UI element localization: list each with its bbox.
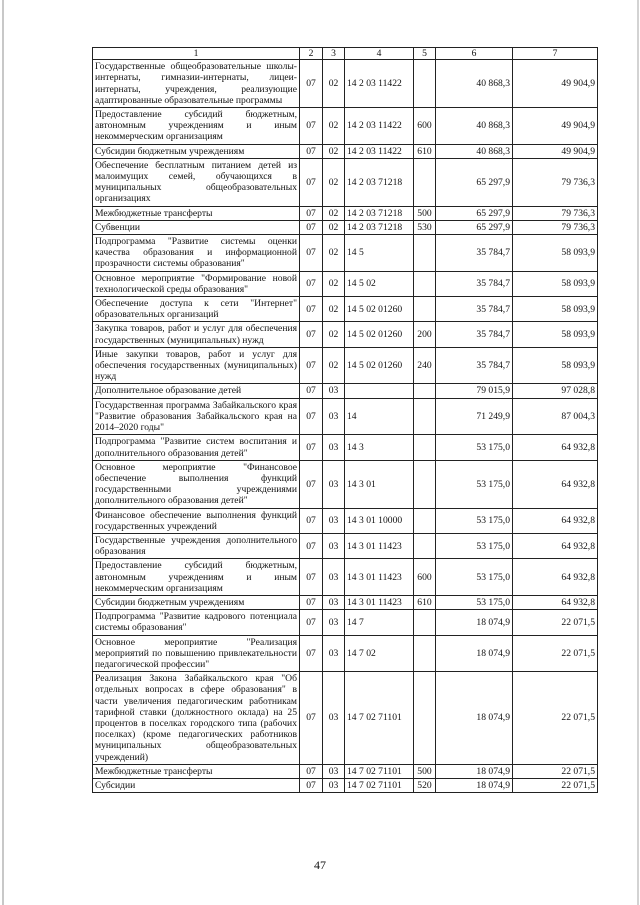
subsection-code: 03	[323, 533, 345, 558]
target-article-code: 14 7 02 71101	[345, 764, 414, 778]
section-code: 07	[300, 271, 323, 296]
target-article-code: 14 3 01 10000	[345, 508, 414, 533]
budget-table	[92, 47, 598, 793]
amount-year-2: 87 004,3	[513, 398, 598, 435]
row-name: Финансовое обеспечение выполнения функций государственных учреждений	[93, 508, 300, 533]
subsection-code: 02	[323, 158, 345, 206]
target-article-code: 14 3 01	[345, 460, 414, 508]
subsection-code: 03	[323, 610, 345, 635]
section-code: 07	[300, 778, 323, 792]
row-name: Подпрограмма "Развитие систем воспитания и дополнительного образования детей"	[93, 435, 300, 460]
amount-year-2: 49 904,9	[513, 60, 598, 108]
expense-type-code: 610	[414, 144, 436, 158]
target-article-code: 14 7 02 71101	[345, 672, 414, 765]
amount-year-2: 79 736,3	[513, 158, 598, 206]
target-article-code: 14 2 03 71218	[345, 220, 414, 234]
expense-type-code	[414, 60, 436, 108]
target-article-code: 14 2 03 11422	[345, 144, 414, 158]
section-code: 07	[300, 322, 323, 347]
scan-edge-left	[2, 0, 4, 905]
subsection-code: 03	[323, 398, 345, 435]
amount-year-1: 65 297,9	[436, 220, 513, 234]
subsection-code: 02	[323, 322, 345, 347]
table-row	[93, 235, 598, 272]
section-code: 07	[300, 559, 323, 596]
row-name: Государственные учреждения дополнительного образования	[93, 533, 300, 558]
expense-type-code: 610	[414, 595, 436, 609]
section-code: 07	[300, 144, 323, 158]
subsection-code: 02	[323, 347, 345, 384]
amount-year-2: 58 093,9	[513, 347, 598, 384]
section-code: 07	[300, 610, 323, 635]
row-name: Дополнительное образование детей	[93, 384, 300, 398]
table-row	[93, 297, 598, 322]
page-number: 47	[314, 858, 326, 872]
table-row	[93, 220, 598, 234]
expense-type-code	[414, 508, 436, 533]
row-name: Субсидии бюджетным учреждениям	[93, 595, 300, 609]
table-row	[93, 271, 598, 296]
amount-year-2: 58 093,9	[513, 297, 598, 322]
column-number-row	[93, 48, 598, 60]
section-code: 07	[300, 297, 323, 322]
target-article-code: 14 7 02	[345, 635, 414, 672]
row-name: Субсидии бюджетным учреждениям	[93, 144, 300, 158]
amount-year-2: 97 028,8	[513, 384, 598, 398]
amount-year-2: 64 932,8	[513, 559, 598, 596]
expense-type-code	[414, 297, 436, 322]
expense-type-code	[414, 672, 436, 765]
amount-year-2: 64 932,8	[513, 595, 598, 609]
amount-year-1: 40 868,3	[436, 108, 513, 145]
table-row	[93, 559, 598, 596]
section-code: 07	[300, 435, 323, 460]
row-name: Иные закупки товаров, работ и услуг для обеспечения государственных (муниципальных) нужд	[93, 347, 300, 384]
amount-year-1: 53 175,0	[436, 435, 513, 460]
expense-type-code	[414, 398, 436, 435]
target-article-code: 14 5 02 01260	[345, 347, 414, 384]
row-name: Государственная программа Забайкальского края "Развитие образования Забайкальского края на 2014–2020 годы"	[93, 398, 300, 435]
subsection-code: 03	[323, 778, 345, 792]
section-code: 07	[300, 533, 323, 558]
subsection-code: 02	[323, 235, 345, 272]
expense-type-code	[414, 384, 436, 398]
target-article-code: 14 5 02 01260	[345, 297, 414, 322]
amount-year-2: 22 071,5	[513, 778, 598, 792]
expense-type-code: 520	[414, 778, 436, 792]
amount-year-1: 79 015,9	[436, 384, 513, 398]
row-name: Основное мероприятие "Реализация мероприятий по повышению привлекательности педагогической профессии"	[93, 635, 300, 672]
section-code: 07	[300, 206, 323, 220]
row-name: Основное мероприятие "Формирование новой технологической среды образования"	[93, 271, 300, 296]
amount-year-2: 58 093,9	[513, 235, 598, 272]
amount-year-1: 35 784,7	[436, 347, 513, 384]
amount-year-2: 58 093,9	[513, 271, 598, 296]
amount-year-2: 64 932,8	[513, 508, 598, 533]
amount-year-2: 22 071,5	[513, 610, 598, 635]
subsection-code: 03	[323, 595, 345, 609]
table-row	[93, 144, 598, 158]
subsection-code: 03	[323, 764, 345, 778]
table-row	[93, 384, 598, 398]
amount-year-2: 64 932,8	[513, 533, 598, 558]
amount-year-1: 35 784,7	[436, 271, 513, 296]
expense-type-code	[414, 435, 436, 460]
expense-type-code: 200	[414, 322, 436, 347]
subsection-code: 03	[323, 559, 345, 596]
section-code: 07	[300, 347, 323, 384]
target-article-code: 14 3 01 11423	[345, 595, 414, 609]
expense-type-code	[414, 271, 436, 296]
amount-year-2: 22 071,5	[513, 635, 598, 672]
row-name: Подпрограмма "Развитие системы оценки качества образования и информационной прозрачности системы образования"	[93, 235, 300, 272]
amount-year-2: 49 904,9	[513, 144, 598, 158]
subsection-code: 02	[323, 108, 345, 145]
subsection-code: 02	[323, 220, 345, 234]
amount-year-1: 35 784,7	[436, 322, 513, 347]
amount-year-1: 53 175,0	[436, 460, 513, 508]
expense-type-code: 530	[414, 220, 436, 234]
column-number: 1	[93, 48, 300, 60]
section-code: 07	[300, 158, 323, 206]
table-row	[93, 322, 598, 347]
section-code: 07	[300, 672, 323, 765]
row-name: Предоставление субсидий бюджетным, автономным учреждениям и иным некоммерческим организациям	[93, 559, 300, 596]
row-name: Государственные общеобразовательные школы-интернаты, гимназии-интернаты, лицеи-интернаты, учреждения, реализующие адаптированные образовательные программы	[93, 60, 300, 108]
subsection-code: 02	[323, 271, 345, 296]
amount-year-2: 58 093,9	[513, 322, 598, 347]
expense-type-code	[414, 533, 436, 558]
scan-edge-right	[637, 0, 639, 905]
row-name: Обеспечение бесплатным питанием детей из малоимущих семей, обучающихся в муниципальных общеобразовательных организациях	[93, 158, 300, 206]
row-name: Субсидии	[93, 778, 300, 792]
table-row	[93, 398, 598, 435]
target-article-code: 14 5 02 01260	[345, 322, 414, 347]
table-row	[93, 508, 598, 533]
table-row	[93, 347, 598, 384]
expense-type-code: 600	[414, 108, 436, 145]
table-row	[93, 108, 598, 145]
row-name: Межбюджетные трансферты	[93, 206, 300, 220]
section-code: 07	[300, 460, 323, 508]
amount-year-1: 40 868,3	[436, 144, 513, 158]
section-code: 07	[300, 595, 323, 609]
target-article-code: 14 7 02 71101	[345, 778, 414, 792]
section-code: 07	[300, 384, 323, 398]
section-code: 07	[300, 235, 323, 272]
amount-year-1: 35 784,7	[436, 297, 513, 322]
section-code: 07	[300, 764, 323, 778]
expense-type-code	[414, 610, 436, 635]
subsection-code: 02	[323, 206, 345, 220]
amount-year-1: 18 074,9	[436, 635, 513, 672]
subsection-code: 02	[323, 297, 345, 322]
column-number: 7	[513, 48, 598, 60]
expense-type-code	[414, 158, 436, 206]
table-row	[93, 435, 598, 460]
amount-year-1: 40 868,3	[436, 60, 513, 108]
subsection-code: 03	[323, 635, 345, 672]
table-row	[93, 764, 598, 778]
expense-type-code: 500	[414, 764, 436, 778]
table-row	[93, 610, 598, 635]
subsection-code: 02	[323, 144, 345, 158]
expense-type-code: 240	[414, 347, 436, 384]
amount-year-2: 49 904,9	[513, 108, 598, 145]
amount-year-1: 18 074,9	[436, 610, 513, 635]
amount-year-1: 18 074,9	[436, 672, 513, 765]
target-article-code: 14 2 03 11422	[345, 108, 414, 145]
amount-year-1: 18 074,9	[436, 778, 513, 792]
table-row	[93, 533, 598, 558]
amount-year-2: 22 071,5	[513, 672, 598, 765]
target-article-code: 14 2 03 71218	[345, 158, 414, 206]
target-article-code	[345, 384, 414, 398]
column-number: 2	[300, 48, 323, 60]
amount-year-2: 64 932,8	[513, 435, 598, 460]
row-name: Закупка товаров, работ и услуг для обеспечения государственных (муниципальных) нужд	[93, 322, 300, 347]
amount-year-1: 65 297,9	[436, 206, 513, 220]
row-name: Подпрограмма "Развитие кадрового потенциала системы образования"	[93, 610, 300, 635]
target-article-code: 14 2 03 71218	[345, 206, 414, 220]
amount-year-1: 53 175,0	[436, 533, 513, 558]
section-code: 07	[300, 60, 323, 108]
target-article-code: 14 2 03 11422	[345, 60, 414, 108]
amount-year-1: 53 175,0	[436, 595, 513, 609]
expense-type-code: 600	[414, 559, 436, 596]
amount-year-1: 53 175,0	[436, 559, 513, 596]
amount-year-2: 79 736,3	[513, 206, 598, 220]
target-article-code: 14 5 02	[345, 271, 414, 296]
budget-table-body	[93, 48, 598, 793]
target-article-code: 14 5	[345, 235, 414, 272]
target-article-code: 14 3	[345, 435, 414, 460]
table-row	[93, 460, 598, 508]
amount-year-1: 71 249,9	[436, 398, 513, 435]
column-number: 4	[345, 48, 414, 60]
section-code: 07	[300, 508, 323, 533]
section-code: 07	[300, 635, 323, 672]
row-name: Предоставление субсидий бюджетным, автономным учреждениям и иным некоммерческим организациям	[93, 108, 300, 145]
table-row	[93, 595, 598, 609]
subsection-code: 03	[323, 435, 345, 460]
section-code: 07	[300, 398, 323, 435]
table-row	[93, 672, 598, 765]
amount-year-1: 65 297,9	[436, 158, 513, 206]
column-number: 6	[436, 48, 513, 60]
target-article-code: 14 3 01 11423	[345, 533, 414, 558]
row-name: Обеспечение доступа к сети "Интернет" образовательных организаций	[93, 297, 300, 322]
row-name: Основное мероприятие "Финансовое обеспечение выполнения функций государственными учреждениями дополнительного образования детей"	[93, 460, 300, 508]
row-name: Реализация Закона Забайкальского края "Об отдельных вопросах в сфере образования" в части увеличения педагогическим работникам тарифной ставки (должностного оклада) на 25 процентов в поселках городского типа (рабочих поселках) (кроме педагогических работников муниципальных общеобразовательных учреждений)	[93, 672, 300, 765]
target-article-code: 14 3 01 11423	[345, 559, 414, 596]
expense-type-code: 500	[414, 206, 436, 220]
expense-type-code	[414, 635, 436, 672]
row-name: Субвенции	[93, 220, 300, 234]
column-number: 5	[414, 48, 436, 60]
section-code: 07	[300, 220, 323, 234]
subsection-code: 03	[323, 672, 345, 765]
amount-year-1: 18 074,9	[436, 764, 513, 778]
table-row	[93, 206, 598, 220]
target-article-code: 14 7	[345, 610, 414, 635]
expense-type-code	[414, 235, 436, 272]
table-row	[93, 60, 598, 108]
subsection-code: 03	[323, 384, 345, 398]
amount-year-2: 22 071,5	[513, 764, 598, 778]
table-row	[93, 635, 598, 672]
target-article-code: 14	[345, 398, 414, 435]
section-code: 07	[300, 108, 323, 145]
subsection-code: 03	[323, 460, 345, 508]
subsection-code: 02	[323, 60, 345, 108]
subsection-code: 03	[323, 508, 345, 533]
amount-year-2: 64 932,8	[513, 460, 598, 508]
row-name: Межбюджетные трансферты	[93, 764, 300, 778]
column-number: 3	[323, 48, 345, 60]
table-row	[93, 778, 598, 792]
amount-year-1: 53 175,0	[436, 508, 513, 533]
expense-type-code	[414, 460, 436, 508]
table-row	[93, 158, 598, 206]
amount-year-2: 79 736,3	[513, 220, 598, 234]
amount-year-1: 35 784,7	[436, 235, 513, 272]
